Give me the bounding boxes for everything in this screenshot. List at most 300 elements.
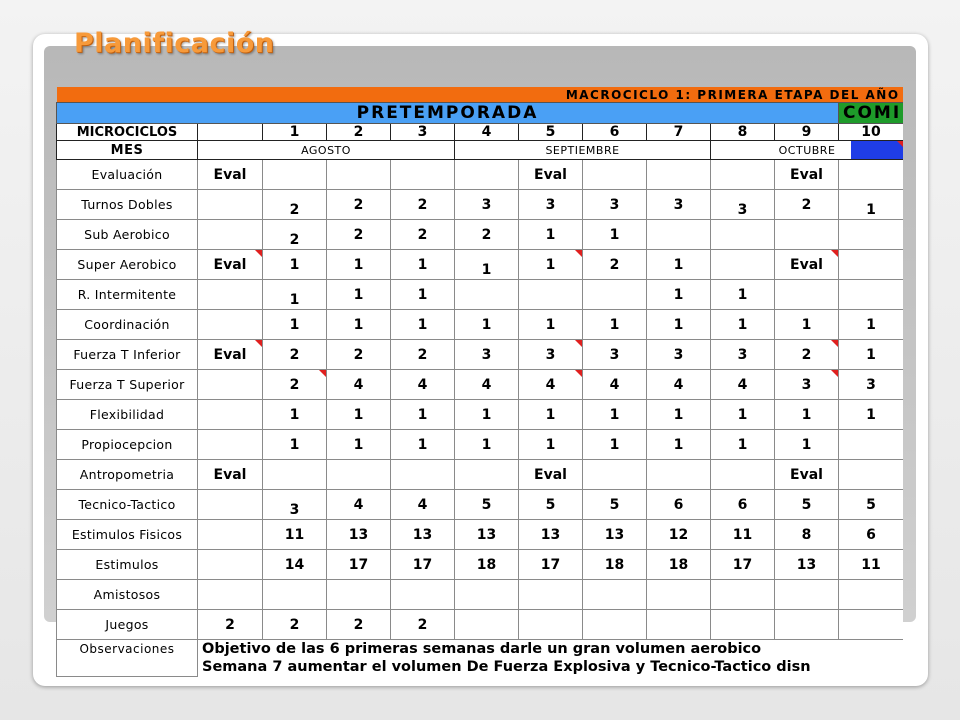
table-row xyxy=(57,490,904,520)
row-eval-cell xyxy=(198,400,263,430)
row-eval-cell xyxy=(198,190,263,220)
row-value-cell xyxy=(263,310,327,340)
microciclos-blank xyxy=(198,124,263,141)
row-value-cell xyxy=(647,610,711,640)
row-value-cell xyxy=(839,160,904,190)
row-value-cell xyxy=(775,400,839,430)
comment-marker xyxy=(255,250,262,257)
row-value-cell xyxy=(711,160,775,190)
row-value-cell xyxy=(775,370,839,400)
cell-value: 13 xyxy=(540,526,561,543)
row-value-cell xyxy=(775,580,839,610)
table-row xyxy=(57,340,904,370)
cell-value: 1 xyxy=(737,316,748,333)
row-value-cell xyxy=(391,400,455,430)
row-value-cell xyxy=(263,370,327,400)
microciclo-3: 3 xyxy=(391,124,455,141)
cell-value: 13 xyxy=(604,526,625,543)
row-value-cell xyxy=(327,250,391,280)
cell-value: 3 xyxy=(801,376,812,393)
slide-title: Planificación xyxy=(74,28,275,59)
row-value-cell xyxy=(775,520,839,550)
microciclo-2: 2 xyxy=(327,124,391,141)
row-value-cell xyxy=(647,400,711,430)
cell-value: 1 xyxy=(673,286,684,303)
cell-value: 1 xyxy=(609,226,620,243)
cell-value: 3 xyxy=(609,196,620,213)
cell-value: 2 xyxy=(801,346,812,363)
row-value-cell xyxy=(647,190,711,220)
row-value-cell xyxy=(391,520,455,550)
row-value-cell xyxy=(711,460,775,490)
row-label-fuerza-t-superior: Fuerza T Superior xyxy=(57,370,198,400)
row-value-cell xyxy=(583,490,647,520)
comment-marker xyxy=(831,250,838,257)
row-value-cell xyxy=(775,310,839,340)
row-value-cell xyxy=(391,580,455,610)
cell-value: 1 xyxy=(481,316,492,333)
cell-value: 2 xyxy=(417,196,428,213)
row-value-cell xyxy=(775,220,839,250)
cell-value: 13 xyxy=(796,556,817,573)
cell-value: 1 xyxy=(417,256,428,273)
row-value-cell xyxy=(327,610,391,640)
cell-value: 1 xyxy=(673,406,684,423)
row-value-cell xyxy=(775,190,839,220)
row-value-cell xyxy=(775,250,839,280)
cell-value: 17 xyxy=(412,556,433,573)
cell-value: Eval xyxy=(534,166,567,183)
row-value-cell xyxy=(327,160,391,190)
row-value-cell xyxy=(455,610,519,640)
cell-value: 1 xyxy=(353,406,364,423)
row-value-cell xyxy=(839,550,904,580)
row-value-cell xyxy=(583,250,647,280)
comment-marker xyxy=(255,340,262,347)
row-value-cell xyxy=(583,550,647,580)
cell-value: 1 xyxy=(801,436,812,453)
table-row xyxy=(57,370,904,400)
cell-value: 4 xyxy=(417,496,428,513)
row-value-cell xyxy=(455,310,519,340)
cell-value: 2 xyxy=(353,616,364,633)
row-value-cell xyxy=(263,160,327,190)
row-value-cell xyxy=(263,220,327,250)
cell-value: 2 xyxy=(417,226,428,243)
macro-title: MACROCICLO 1: PRIMERA ETAPA DEL AÑO xyxy=(57,87,904,103)
row-value-cell xyxy=(711,250,775,280)
cell-value: 1 xyxy=(801,406,812,423)
cell-value: 1 xyxy=(609,406,620,423)
row-label-turnos-dobles: Turnos Dobles xyxy=(57,190,198,220)
row-value-cell xyxy=(583,520,647,550)
row-value-cell xyxy=(519,310,583,340)
row-label-coordinaci-n: Coordinación xyxy=(57,310,198,340)
row-value-cell xyxy=(519,370,583,400)
cell-value: 6 xyxy=(737,496,748,513)
comment-marker xyxy=(575,340,582,347)
observacion-line-2: Semana 7 aumentar el volumen De Fuerza Explosiva y Tecnico-Tactico disn xyxy=(198,658,904,677)
row-value-cell xyxy=(647,550,711,580)
row-value-cell xyxy=(711,400,775,430)
row-value-cell xyxy=(327,460,391,490)
cell-value: 1 xyxy=(673,316,684,333)
row-value-cell xyxy=(647,370,711,400)
microciclo-10: 10 xyxy=(839,124,904,141)
cell-value: 2 xyxy=(417,346,428,363)
row-value-cell xyxy=(711,190,775,220)
row-value-cell xyxy=(839,490,904,520)
row-eval-cell xyxy=(198,370,263,400)
cell-value: 1 xyxy=(866,406,876,423)
row-value-cell xyxy=(647,220,711,250)
cell-value: 1 xyxy=(481,436,492,453)
microciclo-6: 6 xyxy=(583,124,647,141)
row-value-cell xyxy=(839,280,904,310)
row-label-amistosos: Amistosos xyxy=(57,580,198,610)
cell-value: 4 xyxy=(545,376,556,393)
cell-value: 1 xyxy=(481,261,492,278)
row-eval-cell xyxy=(198,220,263,250)
cell-value: 1 xyxy=(417,436,428,453)
cell-value: 3 xyxy=(481,196,492,213)
row-value-cell xyxy=(391,430,455,460)
row-value-cell xyxy=(583,370,647,400)
cell-value: 3 xyxy=(545,346,556,363)
row-eval-cell xyxy=(198,490,263,520)
row-value-cell xyxy=(839,400,904,430)
cell-value: 1 xyxy=(866,316,876,333)
microciclo-4: 4 xyxy=(455,124,519,141)
row-value-cell xyxy=(263,460,327,490)
cell-value: 14 xyxy=(284,556,305,573)
row-value-cell xyxy=(583,460,647,490)
cell-value: 5 xyxy=(545,496,556,513)
cell-value: 1 xyxy=(673,436,684,453)
row-value-cell xyxy=(711,280,775,310)
cell-value: 4 xyxy=(417,376,428,393)
cell-value: 1 xyxy=(737,436,748,453)
cell-value: 3 xyxy=(289,501,300,518)
row-value-cell xyxy=(775,160,839,190)
octubre-label: OCTUBRE xyxy=(778,143,836,157)
cell-value: 12 xyxy=(668,526,689,543)
month-octubre xyxy=(711,141,904,160)
row-value-cell xyxy=(327,280,391,310)
row-value-cell xyxy=(263,580,327,610)
row-value-cell xyxy=(647,580,711,610)
observaciones-label: Observaciones xyxy=(57,640,198,659)
cell-value: 11 xyxy=(284,526,305,543)
cell-value: 1 xyxy=(545,406,556,423)
comment-marker xyxy=(831,340,838,347)
row-value-cell xyxy=(263,550,327,580)
row-value-cell xyxy=(391,340,455,370)
row-value-cell xyxy=(711,430,775,460)
row-eval-cell: Eval xyxy=(198,250,263,280)
row-value-cell xyxy=(455,250,519,280)
table-row xyxy=(57,460,904,490)
cell-value: 18 xyxy=(476,556,497,573)
cell-value: 2 xyxy=(353,196,364,213)
cell-value: 4 xyxy=(353,376,364,393)
row-value-cell xyxy=(455,220,519,250)
comment-marker xyxy=(319,370,326,377)
comment-marker xyxy=(575,250,582,257)
row-value-cell xyxy=(391,460,455,490)
row-value-cell xyxy=(391,280,455,310)
row-value-cell xyxy=(775,280,839,310)
row-value-cell xyxy=(583,610,647,640)
row-value-cell xyxy=(647,520,711,550)
row-value-cell xyxy=(391,610,455,640)
cell-value: 1 xyxy=(545,436,556,453)
cell-value: Eval xyxy=(534,466,567,483)
observacion-line-1: Objetivo de las 6 primeras semanas darle un gran volumen aerobico xyxy=(198,640,904,659)
row-value-cell xyxy=(839,250,904,280)
row-value-cell xyxy=(263,400,327,430)
table-row xyxy=(57,220,904,250)
row-label-sub-aerobico: Sub Aerobico xyxy=(57,220,198,250)
row-value-cell xyxy=(583,220,647,250)
microciclos-row xyxy=(57,124,904,141)
planning-table xyxy=(56,87,903,677)
row-value-cell xyxy=(455,400,519,430)
cell-value: 17 xyxy=(348,556,369,573)
mes-label: MES xyxy=(57,141,198,160)
row-value-cell xyxy=(775,490,839,520)
cell-value: 6 xyxy=(866,526,876,543)
row-value-cell xyxy=(519,460,583,490)
row-value-cell xyxy=(455,370,519,400)
cell-value: 1 xyxy=(289,406,300,423)
cell-value: 1 xyxy=(417,406,428,423)
row-value-cell xyxy=(391,190,455,220)
row-value-cell xyxy=(647,490,711,520)
row-value-cell xyxy=(327,490,391,520)
cell-value: 2 xyxy=(289,201,300,218)
table-row xyxy=(57,160,904,190)
cell-value: 3 xyxy=(673,196,684,213)
macro-row xyxy=(57,87,904,103)
row-value-cell xyxy=(519,400,583,430)
cell-value: 1 xyxy=(289,436,300,453)
cell-value: 5 xyxy=(801,496,812,513)
row-value-cell xyxy=(455,190,519,220)
table-row xyxy=(57,190,904,220)
table-row xyxy=(57,610,904,640)
row-value-cell xyxy=(711,490,775,520)
row-value-cell xyxy=(583,190,647,220)
row-value-cell xyxy=(711,520,775,550)
table-row xyxy=(57,550,904,580)
microciclo-5: 5 xyxy=(519,124,583,141)
row-value-cell xyxy=(519,160,583,190)
cell-value: 6 xyxy=(673,496,684,513)
table-row xyxy=(57,400,904,430)
cell-value: 1 xyxy=(289,316,300,333)
row-value-cell xyxy=(519,340,583,370)
row-value-cell xyxy=(455,340,519,370)
cell-value: 3 xyxy=(609,346,620,363)
row-value-cell xyxy=(327,310,391,340)
row-value-cell xyxy=(455,160,519,190)
row-value-cell xyxy=(839,310,904,340)
row-value-cell xyxy=(583,310,647,340)
cell-value: 1 xyxy=(545,256,556,273)
row-value-cell xyxy=(711,610,775,640)
cell-value: 2 xyxy=(289,376,300,393)
row-eval-cell xyxy=(198,550,263,580)
cell-value: 1 xyxy=(289,256,300,273)
row-value-cell xyxy=(391,490,455,520)
cell-value: 1 xyxy=(737,406,748,423)
cell-value: 3 xyxy=(737,346,748,363)
row-value-cell xyxy=(519,280,583,310)
row-value-cell xyxy=(263,340,327,370)
cell-value: 2 xyxy=(801,196,812,213)
row-value-cell xyxy=(263,430,327,460)
row-value-cell xyxy=(455,280,519,310)
cell-value: 1 xyxy=(417,286,428,303)
comment-marker xyxy=(575,370,582,377)
cell-value: 2 xyxy=(353,346,364,363)
row-label-juegos: Juegos xyxy=(57,610,198,640)
row-value-cell xyxy=(647,310,711,340)
row-value-cell xyxy=(583,280,647,310)
row-label-r-intermitente: R. Intermitente xyxy=(57,280,198,310)
cell-value: 1 xyxy=(353,436,364,453)
microciclos-label: MICROCICLOS xyxy=(57,124,198,141)
row-value-cell xyxy=(775,550,839,580)
row-value-cell xyxy=(583,580,647,610)
row-eval-cell xyxy=(198,430,263,460)
row-label-estimulos: Estimulos xyxy=(57,550,198,580)
mes-row xyxy=(57,141,904,160)
row-value-cell xyxy=(327,220,391,250)
row-eval-cell xyxy=(198,520,263,550)
cell-value: 3 xyxy=(481,346,492,363)
row-value-cell xyxy=(327,400,391,430)
cell-value: 2 xyxy=(289,616,300,633)
row-eval-cell: Eval xyxy=(198,340,263,370)
row-label-tecnico-tactico: Tecnico-Tactico xyxy=(57,490,198,520)
cell-value: 1 xyxy=(289,291,300,308)
cell-value: 4 xyxy=(673,376,684,393)
row-label-propiocepcion: Propiocepcion xyxy=(57,430,198,460)
month-septiembre: SEPTIEMBRE xyxy=(455,141,711,160)
row-value-cell xyxy=(263,490,327,520)
row-value-cell xyxy=(263,280,327,310)
cell-value: 13 xyxy=(348,526,369,543)
cell-value: 11 xyxy=(732,526,753,543)
cell-value: 3 xyxy=(545,196,556,213)
cell-value: 2 xyxy=(481,226,492,243)
row-value-cell xyxy=(391,310,455,340)
row-value-cell xyxy=(839,370,904,400)
table-row xyxy=(57,310,904,340)
row-value-cell xyxy=(647,160,711,190)
row-value-cell xyxy=(263,190,327,220)
row-value-cell xyxy=(775,460,839,490)
cell-value: 18 xyxy=(668,556,689,573)
row-value-cell xyxy=(327,430,391,460)
row-value-cell xyxy=(519,430,583,460)
row-value-cell xyxy=(583,430,647,460)
cell-value: 1 xyxy=(737,286,748,303)
cell-value: 1 xyxy=(417,316,428,333)
row-value-cell xyxy=(327,190,391,220)
observaciones-label xyxy=(57,658,198,677)
row-value-cell xyxy=(839,430,904,460)
row-value-cell xyxy=(391,550,455,580)
cell-value: Eval xyxy=(790,256,823,273)
cell-value: 18 xyxy=(604,556,625,573)
row-value-cell xyxy=(455,580,519,610)
row-value-cell xyxy=(455,460,519,490)
microciclo-8: 8 xyxy=(711,124,775,141)
row-value-cell xyxy=(519,520,583,550)
row-label-fuerza-t-inferior: Fuerza T Inferior xyxy=(57,340,198,370)
cell-value: 1 xyxy=(353,316,364,333)
row-label-antropometria: Antropometria xyxy=(57,460,198,490)
row-value-cell xyxy=(455,490,519,520)
cell-value: 1 xyxy=(673,256,684,273)
row-value-cell xyxy=(519,490,583,520)
row-value-cell xyxy=(647,430,711,460)
cell-value: 13 xyxy=(476,526,497,543)
row-value-cell xyxy=(711,310,775,340)
row-eval-cell: Eval xyxy=(198,460,263,490)
planning-table-container xyxy=(56,87,903,693)
microciclo-1: 1 xyxy=(263,124,327,141)
cell-value: 3 xyxy=(866,376,876,393)
row-value-cell xyxy=(519,550,583,580)
cell-value: 1 xyxy=(353,286,364,303)
row-value-cell xyxy=(327,340,391,370)
observaciones-row xyxy=(57,640,904,659)
cell-value: 3 xyxy=(673,346,684,363)
cell-value: 4 xyxy=(481,376,492,393)
cell-value: 1 xyxy=(545,316,556,333)
row-value-cell xyxy=(775,430,839,460)
row-value-cell xyxy=(711,340,775,370)
phase-row xyxy=(57,103,904,124)
cell-value: 4 xyxy=(353,496,364,513)
cell-value: 17 xyxy=(540,556,561,573)
row-value-cell xyxy=(327,370,391,400)
row-value-cell xyxy=(647,250,711,280)
row-value-cell xyxy=(711,580,775,610)
cell-value: 1 xyxy=(609,316,620,333)
row-value-cell xyxy=(263,610,327,640)
cell-value: 1 xyxy=(353,256,364,273)
cell-value: 17 xyxy=(732,556,753,573)
row-value-cell xyxy=(519,220,583,250)
row-value-cell xyxy=(583,160,647,190)
row-eval-cell xyxy=(198,280,263,310)
cell-value: 4 xyxy=(737,376,748,393)
row-value-cell xyxy=(839,580,904,610)
cell-value: 2 xyxy=(609,256,620,273)
microciclo-9: 9 xyxy=(775,124,839,141)
row-value-cell xyxy=(839,220,904,250)
cell-value: Eval xyxy=(790,466,823,483)
row-value-cell xyxy=(839,190,904,220)
cell-value: 1 xyxy=(481,406,492,423)
row-label-evaluaci-n: Evaluación xyxy=(57,160,198,190)
row-value-cell xyxy=(519,580,583,610)
